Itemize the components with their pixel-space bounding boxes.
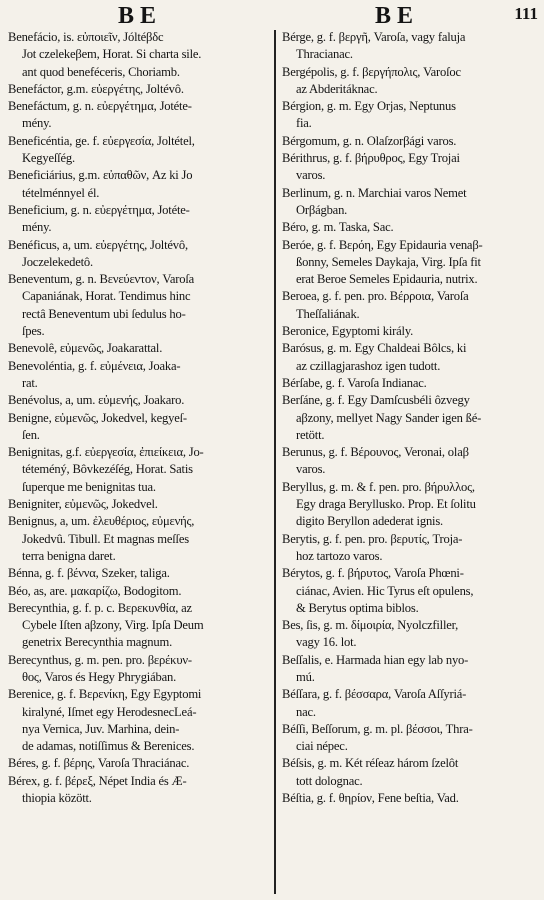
entry-headword-line: Beneficéntia, ge. f. εὐεργεσία, Joltétel,: [8, 133, 195, 148]
entry-headword-line: Bergépolis, g. f. βεργήπολις, Varoſoc: [282, 64, 461, 79]
entry-headword-line: Beronice, Egyptomi király.: [282, 324, 414, 339]
entry-continuation-line: tott dolognac.: [296, 773, 363, 788]
entry-continuation-line: ßonny, Semeles Daykaja, Virg. Ipſa fit: [296, 254, 481, 269]
entry-continuation-line: vagy 16. lot.: [296, 635, 357, 650]
entry-headword-line: Berſáne, g. f. Egy Damſcusbéli ôzvegy: [282, 393, 470, 408]
entry-headword-line: Benefáctum, g. n. εὐεργέτημα, Jotéte-: [8, 99, 192, 114]
entry-continuation-line: téteméný, Bôvkezéſég, Horat. Satis: [22, 462, 193, 477]
dictionary-entry: [8, 513, 276, 565]
dictionary-entry: [8, 202, 276, 237]
entry-headword-line: Beſſalis, e. Harmada hian egy lab nyo-: [282, 652, 469, 667]
dictionary-entry: [8, 29, 276, 81]
entry-continuation-line: nya Vernica, Juv. Marhina, dein-: [22, 721, 180, 736]
entry-continuation-line: Jokedvû. Tibull. Et magnas meſſes: [22, 531, 189, 546]
dictionary-entry: [282, 652, 540, 687]
dictionary-entry: [8, 600, 276, 652]
entry-continuation-line: az Abderitáknac.: [296, 81, 378, 96]
entry-headword-line: Beroea, g. f. pen. pro. Βέρροια, Varoſa: [282, 289, 469, 304]
dictionary-entry: [8, 496, 276, 513]
entry-continuation-line: digito Beryllon adederat ignis.: [296, 514, 443, 529]
dictionary-entry: [8, 358, 276, 393]
entry-continuation-line: mény.: [22, 116, 52, 131]
entry-headword-line: Benevoléntia, g. f. εὐμένεια, Joaka-: [8, 358, 181, 373]
entry-continuation-line: aβzony, mellyet Nagy Sander igen ßé-: [296, 410, 482, 425]
entry-continuation-line: ſuperque me benignitas tua.: [22, 479, 156, 494]
entry-headword-line: Beneficiárius, g.m. εὐπαθῶν, Az ki Jo: [8, 168, 193, 183]
dictionary-entry: [282, 64, 540, 99]
entry-headword-line: Béres, g. f. βέρης, Varoſa Thraciánac.: [8, 756, 190, 771]
dictionary-entry: [282, 479, 540, 531]
dictionary-entry: [282, 444, 540, 479]
entry-continuation-line: ciánac, Avien. Hic Tyrus eſt opulens,: [296, 583, 474, 598]
dictionary-entry: [282, 617, 540, 652]
entry-headword-line: Berytis, g. f. pen. pro. βερυτίς, Troja-: [282, 531, 463, 546]
dictionary-entry: [8, 565, 276, 582]
entry-headword-line: Benignus, a, um. ἐλευθέριος, εὐμενής,: [8, 514, 195, 529]
dictionary-entry: [282, 150, 540, 185]
dictionary-entry: [282, 323, 540, 340]
dictionary-entry: [282, 219, 540, 236]
entry-continuation-line: ſpes.: [22, 324, 45, 339]
dictionary-entry: [8, 133, 276, 168]
entry-headword-line: Béro, g. m. Taska, Sac.: [282, 220, 394, 235]
entry-headword-line: Béo, as, are. μακαρίζω, Bodogitom.: [8, 583, 182, 598]
entry-continuation-line: varos.: [296, 462, 326, 477]
entry-continuation-line: Thracianac.: [296, 47, 353, 62]
dictionary-entry: [282, 98, 540, 133]
entry-continuation-line: fia.: [296, 116, 312, 131]
entry-continuation-line: ciai népec.: [296, 739, 348, 754]
entry-continuation-line: rectâ Beneventum ubi ſedulus ho-: [22, 306, 186, 321]
entry-continuation-line: Capaniának, Horat. Tendimus hinc: [22, 289, 191, 304]
dictionary-entry: [8, 81, 276, 98]
dictionary-entry: [282, 29, 540, 64]
entry-continuation-line: az czillagjarashoz igen tudott.: [296, 358, 441, 373]
entry-headword-line: Benevolê, εὐμενῶς, Joakarattal.: [8, 341, 163, 356]
entry-headword-line: Bérytos, g. f. βήρυτος, Varoſa Phœni-: [282, 566, 464, 581]
dictionary-entry: [8, 583, 276, 600]
entry-headword-line: Benigniter, εὐμενῶς, Jokedvel.: [8, 497, 158, 512]
entry-continuation-line: terra benigna daret.: [22, 548, 116, 563]
entry-headword-line: Benigne, εὐμενῶς, Jokedvel, kegyeſ-: [8, 410, 187, 425]
dictionary-entry: [8, 237, 276, 272]
entry-continuation-line: hoz tartozo varos.: [296, 548, 383, 563]
dictionary-entry: [8, 167, 276, 202]
entry-headword-line: Béſsis, g. m. Két réſeaz három ſzelôt: [282, 756, 459, 771]
right-header-letters: B E: [375, 3, 414, 29]
dictionary-entry: [8, 773, 276, 808]
entry-continuation-line: genetrix Berecynthia magnum.: [22, 635, 173, 650]
entry-headword-line: Bérſabe, g. f. Varoſa Indianac.: [282, 375, 427, 390]
entry-continuation-line: & Berytus optima biblos.: [296, 600, 419, 615]
dictionary-entry: [8, 271, 276, 340]
dictionary-entry: [8, 392, 276, 409]
entry-headword-line: Bérge, g. f. βεργῆ, Varoſa, vagy faluja: [282, 30, 466, 44]
entry-continuation-line: tételménnyel él.: [22, 185, 100, 200]
dictionary-entry: [8, 755, 276, 772]
entry-headword-line: Berunus, g. f. Βέρουνος, Veronai, olaβ: [282, 445, 469, 460]
dictionary-entry: [8, 340, 276, 357]
dictionary-entry: [282, 790, 540, 807]
dictionary-entry: [282, 721, 540, 756]
entry-headword-line: Berecynthus, g. m. pen. pro. βερέκυν-: [8, 652, 192, 667]
entry-headword-line: Béſſi, Beſſorum, g. m. pl. βέσσοι, Thra-: [282, 721, 473, 736]
dictionary-entry: [282, 185, 540, 220]
entry-headword-line: Benefáctor, g.m. εὐεργέτης, Joltévô.: [8, 81, 184, 96]
entry-continuation-line: ſen.: [22, 427, 40, 442]
entry-continuation-line: Cybele Iſten aβzony, Virg. Ipſa Deum: [22, 618, 204, 633]
entry-headword-line: Bérex, g. f. βέρεξ, Népet India és Æ-: [8, 773, 187, 788]
right-column: [282, 29, 540, 807]
dictionary-entry: [282, 686, 540, 721]
dictionary-entry: [8, 410, 276, 445]
entry-continuation-line: kiralyné, Iſmet egy HerodesnecLeá-: [22, 704, 197, 719]
entry-continuation-line: Orβágban.: [296, 202, 348, 217]
dictionary-entry: [282, 375, 540, 392]
entry-continuation-line: retött.: [296, 427, 325, 442]
entry-headword-line: Berecynthia, g. f. p. c. Βερεκυνθία, az: [8, 600, 192, 615]
entry-continuation-line: mú.: [296, 669, 315, 684]
entry-headword-line: Benéficus, a, um. εὐεργέτης, Joltévô,: [8, 237, 188, 252]
dictionary-entry: [282, 340, 540, 375]
entry-headword-line: Bénna, g. f. βέννα, Szeker, taliga.: [8, 566, 170, 581]
entry-continuation-line: Theſſaliának.: [296, 306, 360, 321]
entry-headword-line: Bérithrus, g. f. βήρυθρος, Egy Trojai: [282, 151, 460, 166]
entry-continuation-line: Joczelekedetô.: [22, 254, 93, 269]
left-column: [8, 29, 276, 807]
entry-headword-line: Beróe, g. f. Βερόη, Egy Epidauria venaβ-: [282, 237, 483, 252]
entry-headword-line: Benignitas, g.f. εὐεργεσία, ἐπιείκεια, Jo-: [8, 445, 204, 460]
entry-headword-line: Beneficium, g. n. εὐεργέτημα, Jotéte-: [8, 202, 190, 217]
entry-continuation-line: varos.: [296, 168, 326, 183]
dictionary-entry: [282, 237, 540, 289]
entry-headword-line: Bes, ſis, g. m. δίμοιρία, Nyolczfiller,: [282, 618, 459, 633]
entry-headword-line: Berenice, g. f. Βερενίκη, Egy Egyptomi: [8, 687, 202, 702]
entry-continuation-line: rat.: [22, 375, 38, 390]
entry-headword-line: Barósus, g. m. Egy Chaldeai Bôlcs, ki: [282, 341, 467, 356]
left-header-letters: B E: [118, 3, 157, 29]
entry-continuation-line: nac.: [296, 704, 316, 719]
entry-headword-line: Bérgomum, g. n. Olaſzorβági varos.: [282, 133, 457, 148]
entry-headword-line: Beryllus, g. m. & f. pen. pro. βήρυλλος,: [282, 479, 475, 494]
dictionary-entry: [282, 392, 540, 444]
entry-continuation-line: Egy draga Beryllusko. Prop. Et ſolitu: [296, 497, 476, 512]
entry-headword-line: Benefácio, is. εὐποιεῖν, Jóltéβδc: [8, 30, 164, 44]
dictionary-entry: [282, 288, 540, 323]
entry-headword-line: Beneventum, g. n. Βενεύεντον, Varoſa: [8, 272, 195, 287]
dictionary-entry: [282, 565, 540, 617]
dictionary-entry: [8, 652, 276, 687]
entry-continuation-line: Kegyeſſég.: [22, 151, 75, 166]
dictionary-entry: [8, 444, 276, 496]
entry-continuation-line: de adamas, notiſſimus & Berenices.: [22, 739, 195, 754]
entry-continuation-line: erat Beroe Semeles Epidauria, nutrix.: [296, 272, 478, 287]
dictionary-entry: [282, 133, 540, 150]
entry-continuation-line: ant quod beneféceris, Choriamb.: [22, 64, 180, 79]
entry-continuation-line: thiopia között.: [22, 791, 92, 806]
dictionary-entry: [282, 531, 540, 566]
dictionary-entry: [8, 686, 276, 755]
entry-headword-line: Bérgion, g. m. Egy Orjas, Neptunus: [282, 99, 456, 114]
entry-continuation-line: θος, Varos és Hegy Phrygiában.: [22, 669, 177, 684]
entry-headword-line: Berlinum, g. n. Marchiai varos Nemet: [282, 185, 467, 200]
dictionary-entry: [282, 755, 540, 790]
entry-continuation-line: mény.: [22, 220, 52, 235]
entry-headword-line: Béſſara, g. f. βέσσαρα, Varoſa Aſſyriá-: [282, 687, 467, 702]
dictionary-entry: [8, 98, 276, 133]
entry-continuation-line: Jot czelekeβem, Horat. Si charta sile.: [22, 47, 202, 62]
entry-headword-line: Benévolus, a, um. εὐμενής, Joakaro.: [8, 393, 185, 408]
entry-headword-line: Béſtia, g. f. θηρίον, Fene beſtia, Vad.: [282, 791, 459, 806]
page-number: 111: [514, 4, 538, 23]
